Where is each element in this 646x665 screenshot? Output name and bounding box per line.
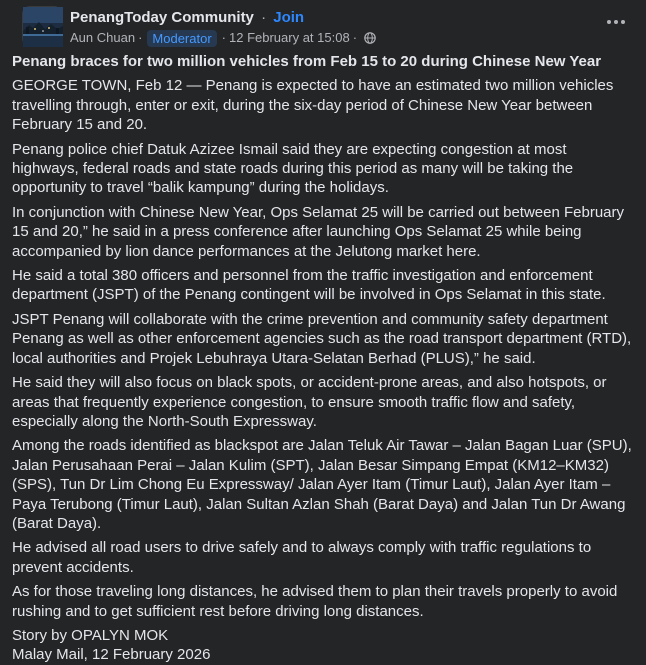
group-name-link[interactable]: PenangToday Community: [70, 9, 254, 26]
group-avatar[interactable]: [22, 6, 62, 46]
more-options-icon[interactable]: [602, 8, 630, 36]
moderator-badge[interactable]: Moderator: [147, 30, 216, 47]
separator-dot: ·: [261, 9, 267, 26]
article-paragraph: He advised all road users to drive safely and to always comply with traffic regulations to prevent accidents.: [12, 539, 592, 576]
group-avatar-image: [23, 7, 63, 47]
more-dot: [621, 20, 625, 24]
more-dot: [614, 20, 618, 24]
article-paragraph: He said a total 380 officers and personnel from the traffic investigation and enforcement department (JSPT) of the Penang contingent will be involved in Ops Selamat in this state.: [12, 267, 606, 304]
post-header: [12, 0, 634, 52]
join-button[interactable]: Join: [273, 9, 305, 26]
article-paragraph: Among the roads identified as blackspot are Jalan Teluk Air Tawar – Jalan Bagan Luar (SPU), Jalan Perusahaan Perai – Jalan Kulim (SPT), Jalan Besar Simpang Empat (KM12–KM32) (SPS), Tun Dr Lim Chong Eu Expressway/ Jalan Ayer Itam (Timur Laut), Jalan Ayer Itam – Paya Terubong (Timur Laut), Jalan Sultan Azlan Shah (Barat Daya) and Jalan Tun Dr Awang (Barat Daya).: [12, 437, 632, 532]
article-paragraph: GEORGE TOWN, Feb 12 — Penang is expected to have an estimated two million vehicles travelling through, enter or exit, during the six-day period of Chinese New Year between February 15 and 20.: [12, 77, 614, 134]
article-paragraph: JSPT Penang will collaborate with the crime prevention and community safety department Penang as well as other enforcement agencies such as the road transport department (RTD), local authorities and Projek Lebuhraya Utara-Selatan Berhad (PLUS),” he said.: [12, 310, 632, 367]
article-paragraph: He said they will also focus on black spots, or accident-prone areas, and also hotspots, or areas that frequently experience congestion, to ensure smooth traffic flow and safety, especially along the North-South Expressway.: [12, 374, 607, 430]
separator-dot: ·: [221, 30, 226, 45]
post-timestamp[interactable]: 12 February at 15:08: [229, 30, 350, 45]
article-paragraph: In conjunction with Chinese New Year, Ops Selamat 25 will be carried out between February 15 and 20,” he said in a press conference after launching Ops Selamat 25 while being accompanied by lion dance performances at the Jelutong market here.: [12, 203, 625, 260]
post-meta: [70, 29, 376, 47]
group-line: [70, 8, 304, 27]
globe-icon[interactable]: [364, 32, 376, 44]
author-link[interactable]: Aun Chuan: [70, 30, 136, 45]
separator-dot: ·: [138, 30, 143, 45]
article-title: Penang braces for two million vehicles from Feb 15 to 20 during Chinese New Year: [12, 53, 602, 70]
more-dot: [607, 20, 611, 24]
article-byline: Story by OPALYN MOK: [12, 626, 169, 644]
article-paragraph: As for those traveling long distances, he advised them to plan their travels properly to avoid rushing and to get sufficient rest before driving long distances.: [12, 583, 618, 620]
separator-dot: ·: [352, 30, 358, 45]
article-source: Malay Mail, 12 February 2026: [12, 646, 211, 664]
article-paragraph: Penang police chief Datuk Azizee Ismail said they are expecting congestion at most highways, federal roads and state roads during this period as many will be taking the opportunity to travel “balik kampung” during the holidays.: [12, 140, 574, 197]
post-body: [12, 52, 634, 665]
